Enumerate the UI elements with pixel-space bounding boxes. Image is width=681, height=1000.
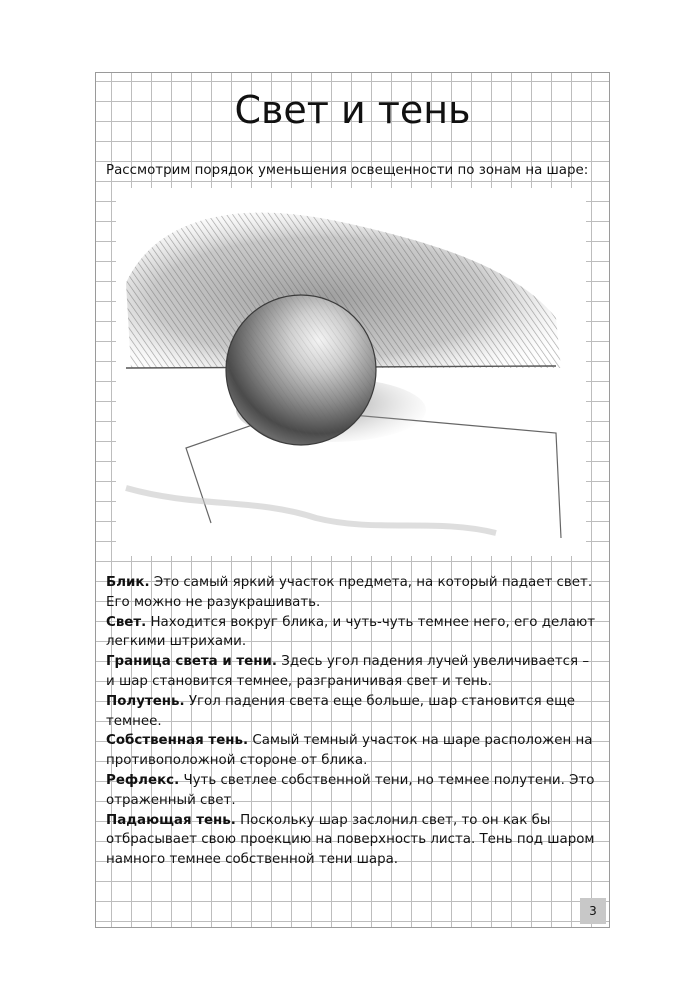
sphere-drawing bbox=[116, 188, 586, 556]
intro-text: Рассмотрим порядок уменьшения освещенности по зонам на шаре: bbox=[106, 163, 589, 178]
zone-paragraph-core-shadow bbox=[106, 731, 601, 771]
zone-description: Угол падения света еще больше, шар становится еще темнее. bbox=[106, 693, 575, 729]
zone-paragraph-highlight bbox=[106, 573, 601, 613]
zone-paragraph-reflection bbox=[106, 771, 601, 811]
page-title: Свет и тень bbox=[234, 88, 471, 132]
notebook-page bbox=[95, 72, 610, 928]
zone-term: Блик. bbox=[106, 575, 150, 590]
zone-paragraph-terminator bbox=[106, 652, 601, 692]
zone-term: Полутень. bbox=[106, 693, 185, 709]
zone-term: Падающая тень. bbox=[106, 812, 236, 828]
zone-paragraph-light bbox=[106, 613, 601, 653]
zone-paragraph-cast-shadow bbox=[106, 811, 601, 870]
zone-description: Чуть светлее собственной тени, но темнее полутени. Это отраженный свет. bbox=[106, 772, 595, 808]
zone-description: Находится вокруг блика, и чуть-чуть темнее него, его делают легкими штрихами. bbox=[106, 614, 596, 650]
zone-term: Свет. bbox=[106, 614, 147, 630]
zone-term: Рефлекс. bbox=[106, 772, 180, 788]
zone-paragraph-halftone bbox=[106, 692, 601, 732]
zone-term: Граница света и тени. bbox=[106, 654, 277, 670]
zone-term: Собственная тень. bbox=[106, 733, 249, 749]
zone-description: Поскольку шар заслонил свет, то он как бы отбрасывает свою проекцию на поверхность листа. Тень под шаром намного темнее собственной тени шара. bbox=[106, 812, 595, 868]
zone-description: Это самый яркий участок предмета, на который падает свет. Его можно не разукрашивать. bbox=[106, 575, 593, 610]
zones-text bbox=[106, 573, 601, 870]
page-number: 3 bbox=[580, 898, 606, 924]
zone-description: Самый темный участок на шаре расположен на противоположной стороне от блика. bbox=[106, 733, 593, 769]
zone-description: Здесь угол падения лучей увеличивается – и шар становится темнее, разграничивая свет и тень. bbox=[106, 654, 590, 689]
